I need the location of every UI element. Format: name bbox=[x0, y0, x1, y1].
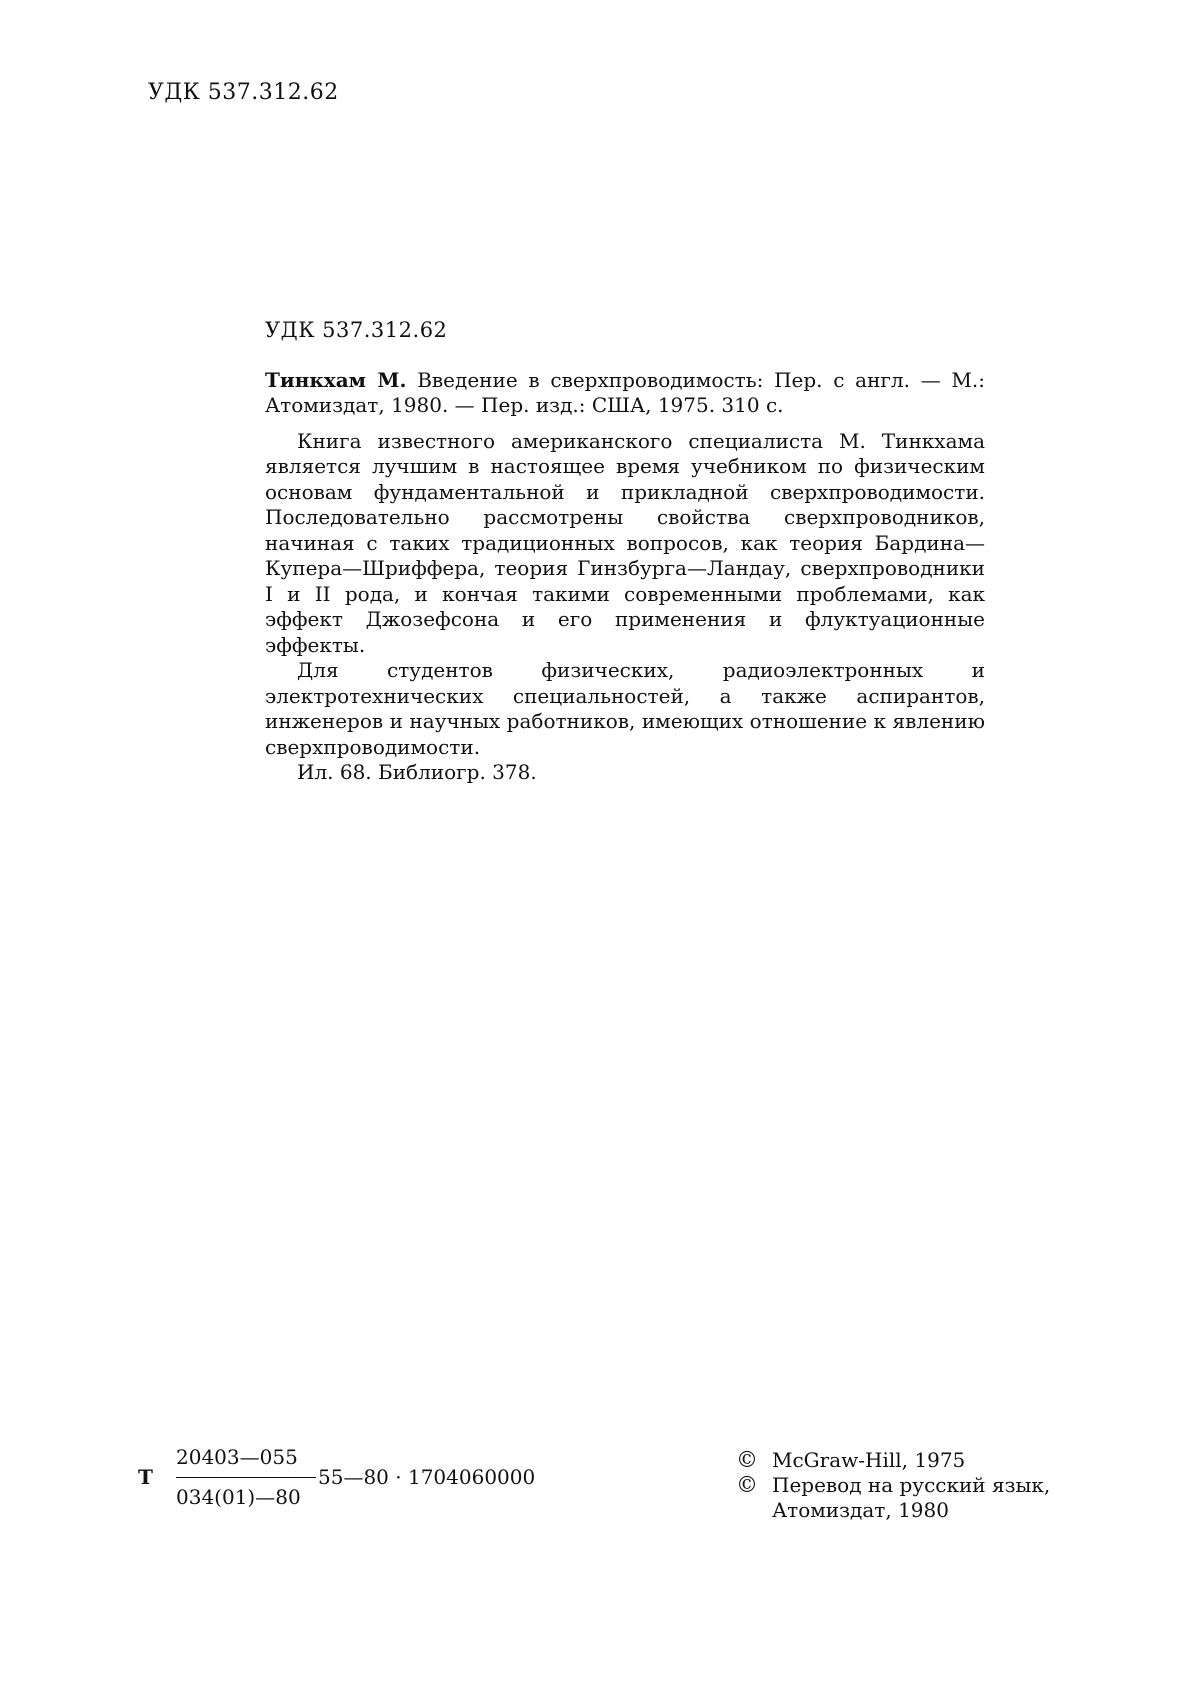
copyright-icon: © bbox=[736, 1473, 758, 1498]
bibliographic-description: Введение в сверхпроводимость: Пер. с англ. — М.: Атомиздат, 1980. — Пер. изд.: США, 1975. 310 с. bbox=[265, 367, 985, 417]
top-udk-code: УДК 537.312.62 bbox=[148, 80, 339, 105]
copyright-icon: © bbox=[736, 1448, 758, 1473]
publication-index-code bbox=[138, 1445, 558, 1515]
index-tail-code: 55—80 · 1704060000 bbox=[318, 1465, 536, 1489]
card-udk-code: УДК 537.312.62 bbox=[265, 318, 448, 342]
fraction-bar bbox=[176, 1477, 316, 1478]
index-numerator: 20403—055 bbox=[176, 1445, 298, 1469]
annotation-paragraph-1: Книга известного американского специалиста М. Тинкхама является лучшим в настоящее время учебником по физическим основам фундаментальной и прикладной сверхпроводимости. Последовательно рассмотрены свойства сверхпроводников, начиная с таких традиционных вопросов, как теория Бардина—Купера—Шриффера, теория Гинзбурга—Ландау, сверхпроводники I и II рода, и кончая такими современными проблемами, как эффект Джозефсона и его применения и флуктуационные эффекты. bbox=[265, 428, 985, 657]
index-letter: Т bbox=[138, 1465, 153, 1489]
copyright-publisher: Атомиздат, 1980 bbox=[772, 1498, 949, 1522]
catalog-card bbox=[265, 318, 985, 786]
author-name: Тинкхам М. bbox=[265, 367, 407, 392]
copyright-row-translation bbox=[736, 1473, 1096, 1498]
copyright-block bbox=[736, 1448, 1096, 1523]
bibliographic-entry bbox=[265, 368, 985, 419]
copyright-original: McGraw-Hill, 1975 bbox=[772, 1448, 966, 1472]
illustrations-count: Ил. 68. Библиогр. 378. bbox=[297, 760, 537, 784]
copyright-translation: Перевод на русский язык, bbox=[772, 1473, 1051, 1497]
index-denominator: 034(01)—80 bbox=[176, 1485, 301, 1509]
copyright-row-original bbox=[736, 1448, 1096, 1473]
annotation-paragraph-2: Для студентов физических, радиоэлектронных и электротехнических специальностей, а также аспирантов, инженеров и научных работников, имеющих отношение к явлению сверхпроводимости. bbox=[265, 658, 985, 759]
